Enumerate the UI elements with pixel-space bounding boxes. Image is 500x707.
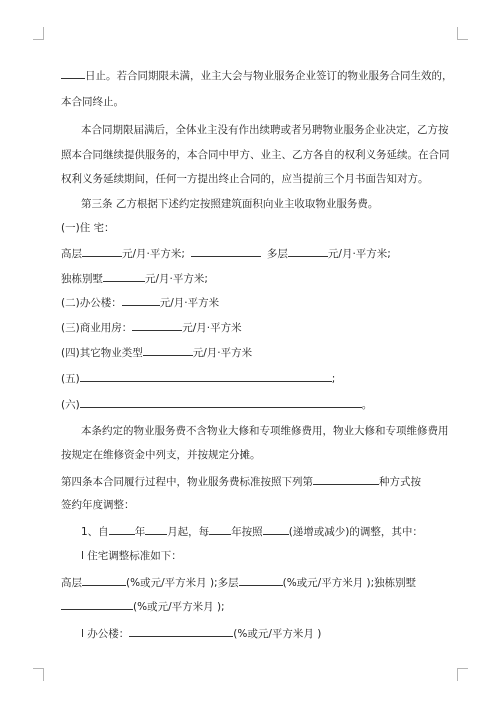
blank <box>82 575 126 586</box>
office-adjust-line: l 办公楼： (%或元/平方米月 ) <box>81 628 322 640</box>
paragraph-line: 按规定在维修资金中列支，并按规定分摊。 <box>61 449 261 461</box>
residence-adjust-heading: l 住宅调整标准如下： <box>81 550 182 562</box>
blank <box>209 524 231 535</box>
blank <box>61 68 85 79</box>
blank <box>80 397 362 408</box>
fee-line-highrise: 高层 元/月·平方米; 多层 元/月·平方米; <box>61 248 391 260</box>
paragraph-line: 照本合同继续提供服务的，本合同中甲方、业主、乙方各自的权利义务延续。在合同 <box>61 149 450 161</box>
blank <box>143 345 193 356</box>
crop-mark-top-right <box>457 27 468 40</box>
blank <box>129 626 233 637</box>
blank <box>122 295 160 306</box>
blank <box>80 371 332 382</box>
blank <box>313 474 379 485</box>
crop-mark-bottom-left <box>33 668 44 681</box>
paragraph-line: 日止。若合同期限未满，业主大会与物业服务企业签订的物业服务合同生效的， <box>61 68 453 83</box>
fee-line-villa: 独栋别墅 元/月·平方米; <box>61 273 208 285</box>
blank <box>191 246 261 257</box>
blank <box>109 524 135 535</box>
paragraph-line: 本合同终止。 <box>61 96 124 108</box>
paragraph-line: 本合同期限届满后，全体业主没有作出续聘或者另聘物业服务企业决定，乙方按 <box>81 124 449 136</box>
article-4-cont: 签约年度调整： <box>61 499 135 511</box>
blank <box>82 246 122 257</box>
article-4: 第四条本合同履行过程中，物业服务费标准按照下列第 种方式按 <box>61 476 421 488</box>
fee-line-office: (二)办公楼： 元/月·平方米 <box>61 297 220 309</box>
blank <box>61 599 133 610</box>
residence-adjust-line: 高层 (%或元/平方米月 );多层 (%或元/平方米月 );独栋别墅 <box>61 577 417 589</box>
fee-line-6: (六) 。 <box>61 399 373 411</box>
article-3: 第三条 乙方根据下述约定按照建筑面积向业主收取物业服务费。 <box>81 198 379 210</box>
blank <box>239 575 283 586</box>
residence-adjust-line-2: (%或元/平方米月 ); <box>61 599 225 614</box>
blank <box>103 271 145 282</box>
fee-line-5: (五) ; <box>61 373 336 385</box>
paragraph-line: 权利义务延续期间，任何一方提出终止合同的，应当提前三个月书面告知对方。 <box>61 173 429 185</box>
fee-line-commercial: (三)商业用房： 元/月·平方米 <box>61 322 242 334</box>
residence-heading: (一)住 宅： <box>61 222 115 234</box>
paragraph-line: 本条约定的物业服务费不含物业大修和专项维修费用，物业大修和专项维修费用 <box>81 425 449 437</box>
crop-mark-top-left <box>33 27 44 40</box>
blank <box>145 524 167 535</box>
crop-mark-bottom-right <box>457 668 468 681</box>
blank <box>263 524 289 535</box>
fee-line-other: (四)其它物业类型 元/月·平方米 <box>61 347 253 359</box>
blank <box>132 320 182 331</box>
blank <box>288 246 328 257</box>
adjust-line: 1、自 年 月起，每 年按照 (递增或减少)的调整，其中： <box>81 526 423 538</box>
